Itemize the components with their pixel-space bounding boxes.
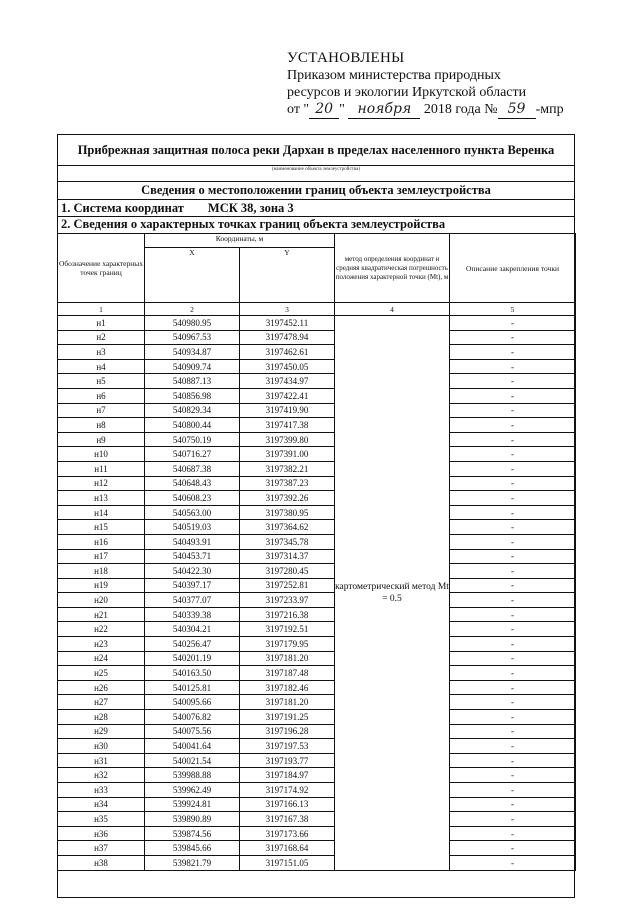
table-row [58, 359, 576, 374]
table-row [58, 724, 576, 739]
point-desc: - [450, 710, 576, 725]
point-desc: - [450, 534, 576, 549]
point-desc: - [450, 388, 576, 403]
point-y: 3197387.23 [240, 476, 335, 491]
point-desc: - [450, 768, 576, 783]
order-suffix: -мпр [535, 102, 564, 117]
point-x: 540397.17 [145, 578, 240, 593]
coord-system-label: 1. Система координат [61, 201, 184, 215]
table-row [58, 841, 576, 856]
point-name: н9 [58, 432, 145, 447]
point-desc: - [450, 447, 576, 462]
point-x: 540377.07 [145, 593, 240, 608]
point-desc: - [450, 666, 576, 681]
table-row [58, 739, 576, 754]
point-name: н1 [58, 316, 145, 331]
divider [58, 199, 574, 200]
header-coords: Координаты, м [145, 234, 335, 248]
points-table-body [58, 316, 576, 871]
point-desc: - [450, 783, 576, 798]
point-x: 540608.23 [145, 491, 240, 506]
table-row [58, 330, 576, 345]
point-name: н11 [58, 461, 145, 476]
point-y: 3197364.62 [240, 520, 335, 535]
point-desc: - [450, 432, 576, 447]
point-desc: - [450, 812, 576, 827]
point-x: 540800.44 [145, 418, 240, 433]
point-desc: - [450, 330, 576, 345]
table-row [58, 534, 576, 549]
divider [58, 181, 574, 182]
point-y: 3197193.77 [240, 753, 335, 768]
point-desc: - [450, 651, 576, 666]
table-row [58, 753, 576, 768]
point-desc: - [450, 345, 576, 360]
table-row [58, 461, 576, 476]
point-y: 3197382.21 [240, 461, 335, 476]
point-y: 3197417.38 [240, 418, 335, 433]
point-desc: - [450, 739, 576, 754]
point-y: 3197399.80 [240, 432, 335, 447]
table-row [58, 622, 576, 637]
table-row [58, 316, 576, 331]
table-row [58, 520, 576, 535]
date-prefix: от " [287, 102, 310, 117]
point-name: н6 [58, 388, 145, 403]
table-row [58, 593, 576, 608]
point-y: 3197191.25 [240, 710, 335, 725]
point-name: н14 [58, 505, 145, 520]
point-x: 540519.03 [145, 520, 240, 535]
year-text: 2018 года № [423, 102, 498, 117]
section-title: Сведения о местоположении границ объекта землеустройства [141, 183, 491, 197]
point-name: н23 [58, 637, 145, 652]
point-y: 3197182.46 [240, 680, 335, 695]
table-row [58, 491, 576, 506]
table-row [58, 447, 576, 462]
point-x: 540716.27 [145, 447, 240, 462]
approval-date-line [287, 101, 607, 119]
point-x: 540563.00 [145, 505, 240, 520]
point-y: 3197233.97 [240, 593, 335, 608]
point-desc: - [450, 724, 576, 739]
point-desc: - [450, 564, 576, 579]
point-name: н22 [58, 622, 145, 637]
header-name: Обозначение характерных точек границ [58, 234, 145, 303]
point-y: 3197280.45 [240, 564, 335, 579]
date-quote: " [339, 102, 345, 117]
point-x: 540934.87 [145, 345, 240, 360]
point-y: 3197192.51 [240, 622, 335, 637]
point-y: 3197187.48 [240, 666, 335, 681]
point-name: н17 [58, 549, 145, 564]
point-desc: - [450, 637, 576, 652]
point-x: 539821.79 [145, 855, 240, 870]
point-name: н28 [58, 710, 145, 725]
point-y: 3197181.20 [240, 695, 335, 710]
point-desc: - [450, 461, 576, 476]
point-y: 3197168.64 [240, 841, 335, 856]
point-x: 540909.74 [145, 359, 240, 374]
point-y: 3197434.97 [240, 374, 335, 389]
table-row [58, 374, 576, 389]
point-desc: - [450, 549, 576, 564]
point-x: 539845.66 [145, 841, 240, 856]
col-number-3: 3 [240, 303, 335, 316]
point-desc: - [450, 593, 576, 608]
point-desc: - [450, 578, 576, 593]
object-subtitle: (наименование объекта землеустройства) [271, 167, 361, 172]
point-name: н31 [58, 753, 145, 768]
col-number-4: 4 [335, 303, 450, 316]
object-title: Прибрежная защитная полоса реки Дархан в пределах населенного пункта Веренка [77, 143, 555, 157]
handwritten-month: ноября [348, 101, 420, 119]
point-name: н24 [58, 651, 145, 666]
table-row [58, 797, 576, 812]
point-x: 540163.50 [145, 666, 240, 681]
point-desc: - [450, 403, 576, 418]
point-desc: - [450, 753, 576, 768]
point-y: 3197174.92 [240, 783, 335, 798]
point-x: 540095.66 [145, 695, 240, 710]
point-x: 540453.71 [145, 549, 240, 564]
point-name: н26 [58, 680, 145, 695]
point-name: н34 [58, 797, 145, 812]
table-row [58, 783, 576, 798]
point-desc: - [450, 476, 576, 491]
point-x: 540687.38 [145, 461, 240, 476]
point-x: 540493.91 [145, 534, 240, 549]
point-x: 540201.19 [145, 651, 240, 666]
point-y: 3197252.81 [240, 578, 335, 593]
point-y: 3197167.38 [240, 812, 335, 827]
table-row [58, 607, 576, 622]
approval-line-2: ресурсов и экологии Иркутской области [287, 85, 527, 100]
point-name: н10 [58, 447, 145, 462]
table-row [58, 549, 576, 564]
point-x: 540021.54 [145, 753, 240, 768]
document-frame [57, 134, 575, 898]
table-row [58, 637, 576, 652]
point-y: 3197478.94 [240, 330, 335, 345]
handwritten-day: 20 [309, 101, 339, 119]
point-name: н38 [58, 855, 145, 870]
point-y: 3197462.61 [240, 345, 335, 360]
point-name: н21 [58, 607, 145, 622]
method-cell: картометрический метод Mt = 0.5 [335, 316, 450, 871]
point-x: 540075.56 [145, 724, 240, 739]
handwritten-order-number: 59 [498, 101, 536, 119]
point-name: н4 [58, 359, 145, 374]
point-desc: - [450, 855, 576, 870]
table-row [58, 812, 576, 827]
point-y: 3197392.26 [240, 491, 335, 506]
table-row [58, 476, 576, 491]
coord-system-value: МСК 38, зона 3 [207, 201, 294, 215]
point-y: 3197380.95 [240, 505, 335, 520]
point-desc: - [450, 695, 576, 710]
table-row [58, 695, 576, 710]
table-row [58, 651, 576, 666]
table-row [58, 345, 576, 360]
point-name: н13 [58, 491, 145, 506]
point-name: н32 [58, 768, 145, 783]
point-y: 3197419.90 [240, 403, 335, 418]
coord-system [61, 201, 294, 217]
table-row [58, 710, 576, 725]
point-name: н2 [58, 330, 145, 345]
header-y: Y [240, 248, 335, 303]
point-y: 3197450.05 [240, 359, 335, 374]
point-name: н16 [58, 534, 145, 549]
divider [58, 165, 574, 166]
point-y: 3197452.11 [240, 316, 335, 331]
col-number-2: 2 [145, 303, 240, 316]
point-y: 3197181.20 [240, 651, 335, 666]
point-name: н18 [58, 564, 145, 579]
approval-title: УСТАНОВЛЕНЫ [287, 50, 405, 66]
approval-stamp [287, 50, 607, 119]
table-row [58, 680, 576, 695]
point-name: н8 [58, 418, 145, 433]
point-y: 3197184.97 [240, 768, 335, 783]
point-desc: - [450, 680, 576, 695]
point-x: 540829.34 [145, 403, 240, 418]
point-name: н36 [58, 826, 145, 841]
point-desc: - [450, 607, 576, 622]
point-x: 540648.43 [145, 476, 240, 491]
point-y: 3197422.41 [240, 388, 335, 403]
point-x: 540967.53 [145, 330, 240, 345]
table-row [58, 418, 576, 433]
table-row [58, 855, 576, 870]
table-row [58, 432, 576, 447]
point-y: 3197151.05 [240, 855, 335, 870]
point-y: 3197197.53 [240, 739, 335, 754]
point-desc: - [450, 418, 576, 433]
point-x: 540339.38 [145, 607, 240, 622]
point-name: н7 [58, 403, 145, 418]
header-x: X [145, 248, 240, 303]
point-desc: - [450, 374, 576, 389]
table-row [58, 768, 576, 783]
table-row [58, 826, 576, 841]
point-x: 540304.21 [145, 622, 240, 637]
point-name: н27 [58, 695, 145, 710]
point-y: 3197345.78 [240, 534, 335, 549]
point-x: 539924.81 [145, 797, 240, 812]
col-number-1: 1 [58, 303, 145, 316]
point-name: н33 [58, 783, 145, 798]
point-name: н3 [58, 345, 145, 360]
point-x: 540887.13 [145, 374, 240, 389]
point-x: 540125.81 [145, 680, 240, 695]
point-name: н25 [58, 666, 145, 681]
point-desc: - [450, 622, 576, 637]
point-x: 539962.49 [145, 783, 240, 798]
header-desc: Описание закрепления точки [450, 234, 576, 303]
point-x: 540422.30 [145, 564, 240, 579]
col-number-5: 5 [450, 303, 576, 316]
header-method: метод определения координат и средняя квадратическая погрешность положения характерной точки (Mt), м [335, 234, 450, 303]
point-y: 3197314.37 [240, 549, 335, 564]
point-y: 3197173.66 [240, 826, 335, 841]
point-name: н15 [58, 520, 145, 535]
point-y: 3197179.95 [240, 637, 335, 652]
point-name: н30 [58, 739, 145, 754]
point-desc: - [450, 491, 576, 506]
point-name: н19 [58, 578, 145, 593]
table-row [58, 578, 576, 593]
point-desc: - [450, 797, 576, 812]
table-row [58, 666, 576, 681]
point-x: 540980.95 [145, 316, 240, 331]
table-row [58, 564, 576, 579]
table-row [58, 388, 576, 403]
approval-line-1: Приказом министерства природных [287, 68, 501, 83]
point-x: 539874.56 [145, 826, 240, 841]
table-row [58, 505, 576, 520]
point-x: 539890.89 [145, 812, 240, 827]
point-desc: - [450, 841, 576, 856]
points-table [57, 233, 576, 871]
point-desc: - [450, 826, 576, 841]
point-desc: - [450, 520, 576, 535]
point-y: 3197166.13 [240, 797, 335, 812]
point-y: 3197196.28 [240, 724, 335, 739]
point-x: 539988.88 [145, 768, 240, 783]
point-x: 540750.19 [145, 432, 240, 447]
table-row [58, 403, 576, 418]
point-desc: - [450, 359, 576, 374]
point-y: 3197391.00 [240, 447, 335, 462]
point-name: н37 [58, 841, 145, 856]
point-name: н5 [58, 374, 145, 389]
point-x: 540256.47 [145, 637, 240, 652]
point-x: 540041.64 [145, 739, 240, 754]
point-desc: - [450, 505, 576, 520]
point-name: н20 [58, 593, 145, 608]
point-x: 540856.98 [145, 388, 240, 403]
section2-title: 2. Сведения о характерных точках границ объекта землеустройства [61, 217, 446, 231]
point-x: 540076.82 [145, 710, 240, 725]
point-name: н35 [58, 812, 145, 827]
point-name: н12 [58, 476, 145, 491]
point-desc: - [450, 316, 576, 331]
point-y: 3197216.38 [240, 607, 335, 622]
point-name: н29 [58, 724, 145, 739]
